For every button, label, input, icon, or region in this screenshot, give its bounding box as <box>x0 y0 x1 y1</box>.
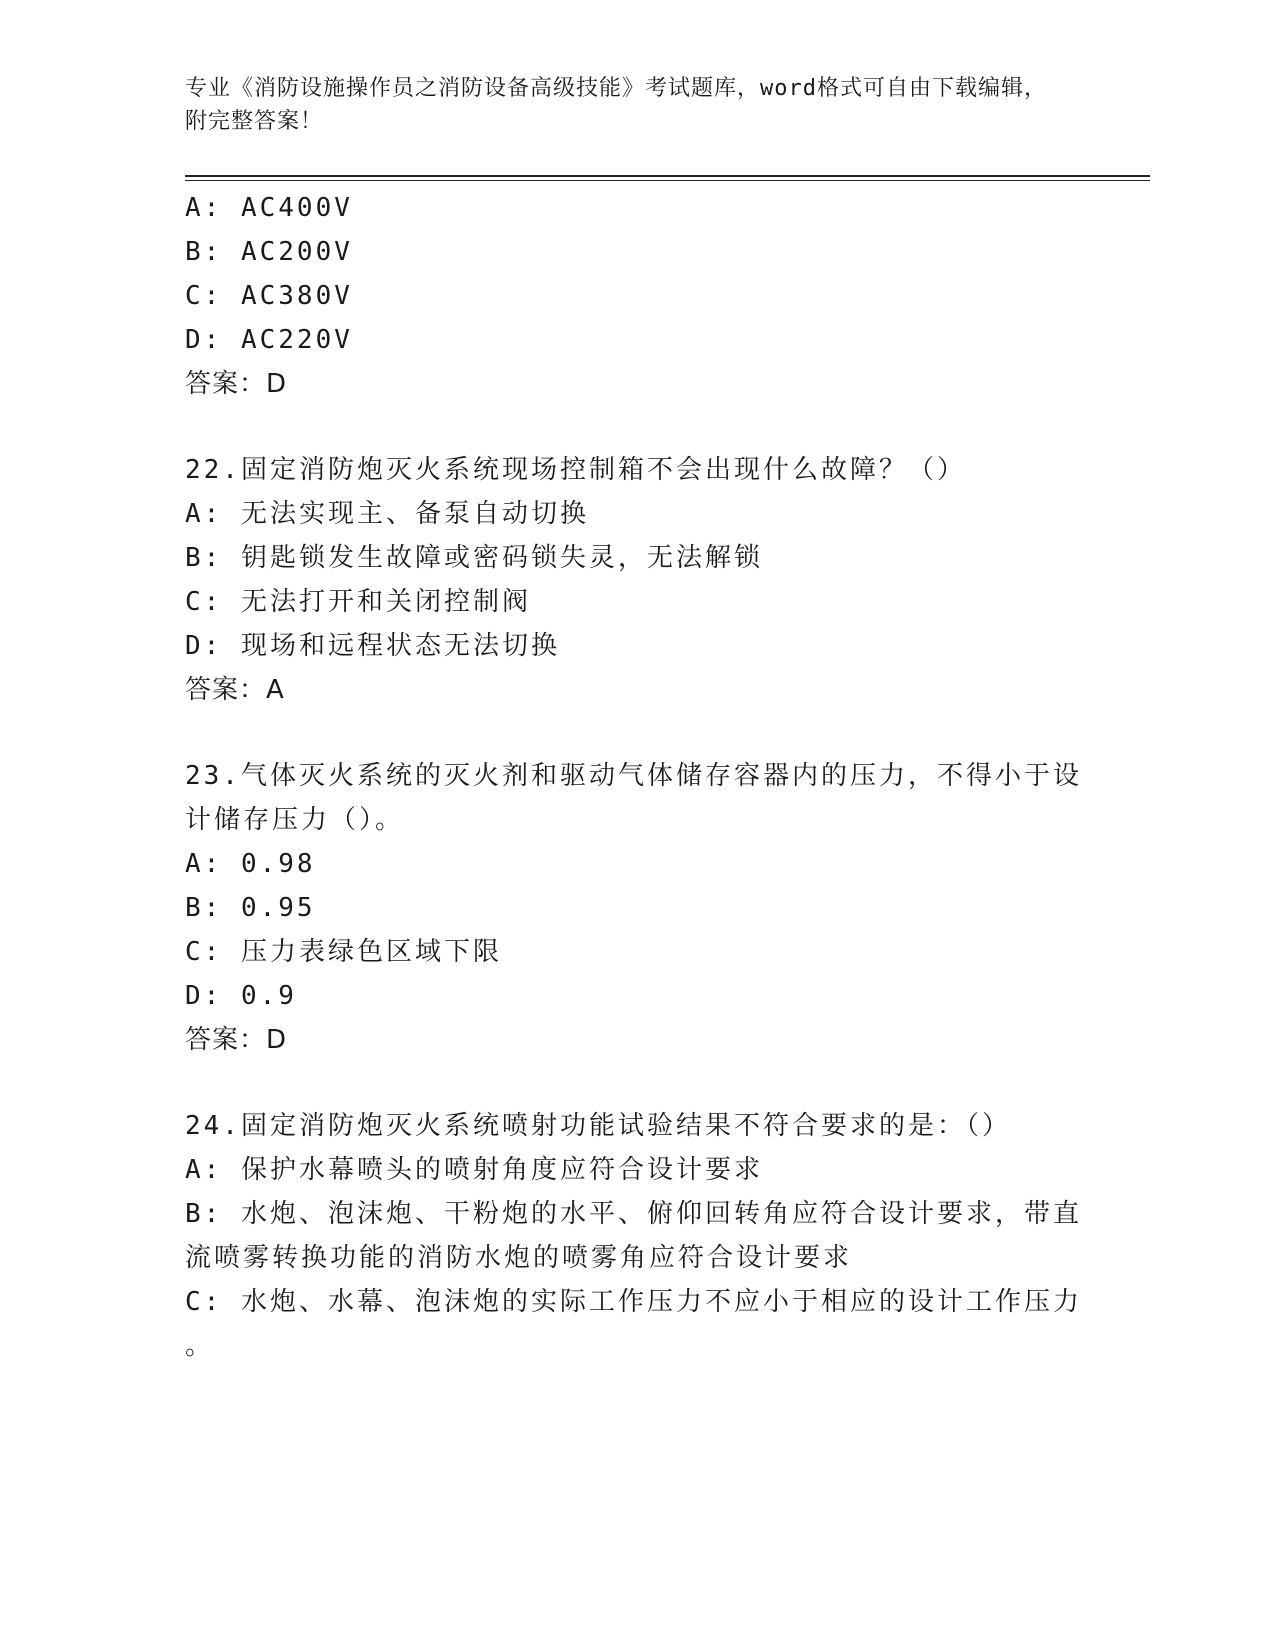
q24-option-b-line1: B: 水炮、泡沫炮、干粉炮的水平、俯仰回转角应符合设计要求，带直 <box>185 1199 1082 1229</box>
q21-option-a: A: AC400V <box>185 193 353 223</box>
q23-option-d: D: 0.9 <box>185 981 297 1011</box>
q23-stem-line1: 23.气体灭火系统的灭火剂和驱动气体储存容器内的压力，不得小于设 <box>185 761 1082 791</box>
q22-option-d: D: 现场和远程状态无法切换 <box>185 631 560 661</box>
document-header: 专业《消防设施操作员之消防设备高级技能》考试题库，word格式可自由下载编辑，附完整答案！ <box>185 76 1047 134</box>
q21-answer: 答案：D <box>185 369 288 399</box>
q24-option-c-line2: 。 <box>185 1331 215 1361</box>
q24-stem: 24.固定消防炮灭火系统喷射功能试验结果不符合要求的是：（） <box>185 1111 1011 1141</box>
q21-option-c: C: AC380V <box>185 281 353 311</box>
header-rule-thick <box>185 175 1150 177</box>
q23-option-b: B: 0.95 <box>185 893 316 923</box>
q21-option-b: B: AC200V <box>185 237 353 267</box>
q23-answer: 答案：D <box>185 1025 288 1055</box>
q24-option-c-line1: C: 水炮、水幕、泡沫炮的实际工作压力不应小于相应的设计工作压力 <box>185 1287 1082 1317</box>
q22-option-a: A: 无法实现主、备泵自动切换 <box>185 499 589 529</box>
q23-stem-line2: 计储存压力（）。 <box>185 805 405 835</box>
q22-option-c: C: 无法打开和关闭控制阀 <box>185 587 531 617</box>
q22-option-b: B: 钥匙锁发生故障或密码锁失灵，无法解锁 <box>185 543 763 573</box>
q24-option-b-line2: 流喷雾转换功能的消防水炮的喷雾角应符合设计要求 <box>185 1243 853 1273</box>
q23-option-c: C: 压力表绿色区域下限 <box>185 937 502 967</box>
q22-stem: 22.固定消防炮灭火系统现场控制箱不会出现什么故障？（） <box>185 455 966 485</box>
header-rule-thin <box>185 180 1150 181</box>
q24-option-a: A: 保护水幕喷头的喷射角度应符合设计要求 <box>185 1155 763 1185</box>
q21-option-d: D: AC220V <box>185 325 353 355</box>
q23-option-a: A: 0.98 <box>185 849 316 879</box>
q22-answer: 答案：A <box>185 675 285 705</box>
